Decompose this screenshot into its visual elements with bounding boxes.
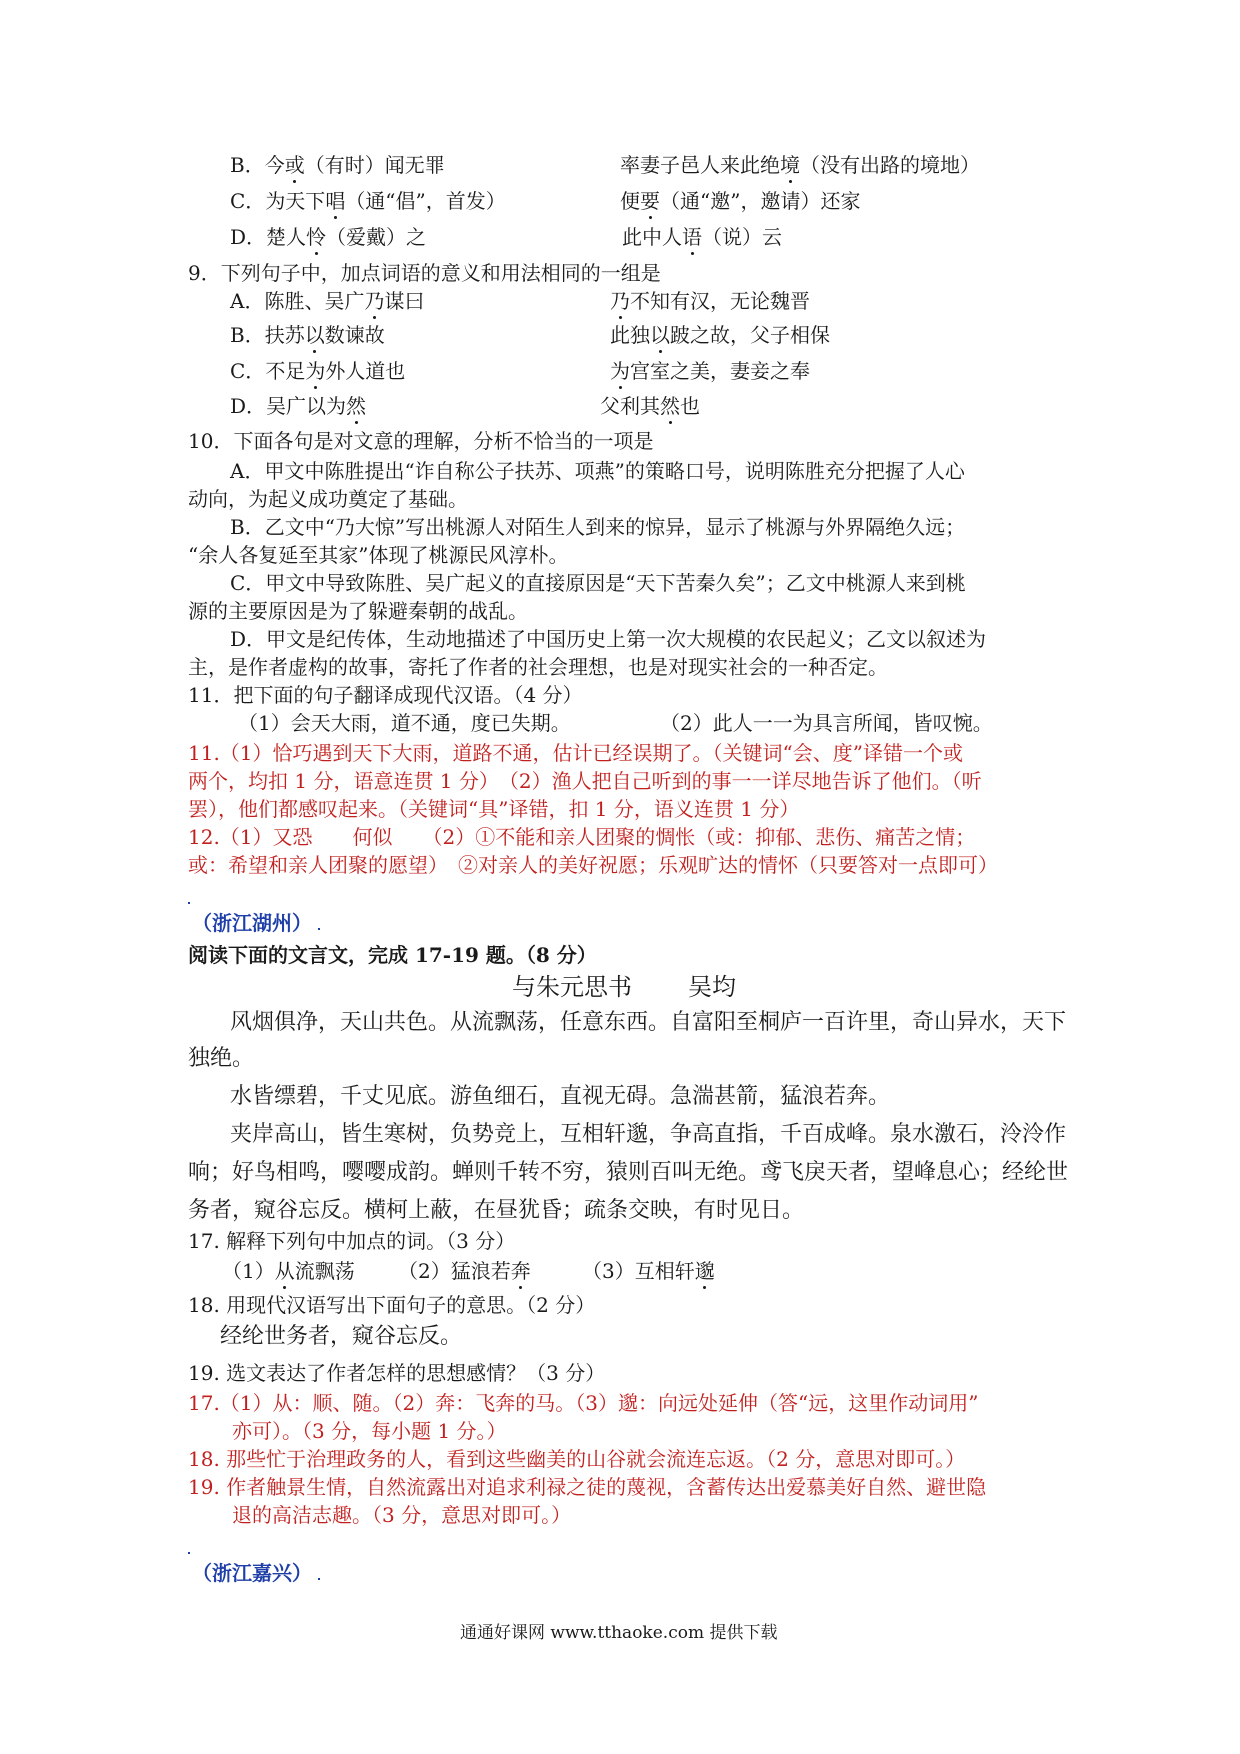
section-marker	[188, 902, 190, 904]
emphasis-dot: 境	[780, 153, 800, 177]
emphasis-dot: 唱	[325, 189, 346, 213]
passage-line: 夹岸高山，皆生寒树，负势竞上，互相轩邈，争高直指，千百成峰。泉水激石，泠泠作	[230, 1122, 1067, 1147]
emphasis-dot: 为	[305, 359, 326, 383]
q10-line: C．甲文中导致陈胜、吴广起义的直接原因是“天下苦秦久矣”；乙文中桃源人来到桃	[230, 571, 966, 595]
answer-line: 11.（1）恰巧遇到天下大雨，道路不通，估计已经误期了。（关键词“会、度”译错一个或	[188, 741, 963, 765]
answer-line: 亦可）。（3 分，每小题 1 分。）	[232, 1419, 507, 1443]
page-footer: 通通好课网 www.tthaoke.com 提供下载	[460, 1623, 778, 1643]
emphasis-dot: 语	[682, 225, 702, 249]
section-title-jiaxing: （浙江嘉兴）	[192, 1561, 312, 1585]
q10-line: “余人各复延至其家”体现了桃源民风淳朴。	[188, 543, 569, 567]
answer-line: 罢），他们都感叹起来。（关键词“具”译错，扣 1 分，语义连贯 1 分）	[188, 797, 800, 821]
emphasis-dot: 以	[650, 323, 670, 347]
q9-option-d-right: 父利其然也	[600, 394, 700, 418]
q9-option-b-right: 此独以跛之故，父子相保	[610, 323, 830, 347]
emphasis-dot: 邈	[694, 1259, 715, 1283]
q11-sentence-2: （2）此人一一为具言所闻，皆叹惋。	[660, 711, 993, 735]
section-marker	[188, 1552, 190, 1554]
answer-line: 19. 作者触景生情，自然流露出对追求利禄之徒的蔑视，含蓄传达出爱慕美好自然、避世隐	[188, 1475, 987, 1499]
section-marker	[318, 928, 320, 930]
answer-line: 18. 那些忙于治理政务的人，看到这些幽美的山谷就会流连忘返。（2 分，意思对即可。）	[188, 1447, 966, 1471]
answer-line: 两个，均扣 1 分，语意连贯 1 分） （2）渔人把自己听到的事一一详尽地告诉了他们。（听	[188, 769, 982, 793]
emphasis-dot: 奔	[510, 1259, 531, 1283]
q9-option-c: C．不足为外人道也	[230, 359, 406, 383]
q19-stem: 19. 选文表达了作者怎样的思想感情？（3 分）	[188, 1361, 606, 1385]
q8-option-d-right: 此中人语（说）云	[622, 225, 782, 249]
section-title-huzhou: （浙江湖州）	[192, 911, 312, 935]
emphasis-dot: 从	[274, 1259, 295, 1283]
passage-line: 响；好鸟相鸣，嘤嘤成韵。蝉则千转不穷，猿则百叫无绝。鸢飞戾天者，望峰息心；经纶世	[188, 1160, 1069, 1185]
q10-line: D．甲文是纪传体，生动地描述了中国历史上第一次大规模的农民起义；乙文以叙述为	[230, 627, 987, 651]
q9-option-d: D．吴广以为然	[230, 394, 367, 418]
q8-option-b-right: 率妻子邑人来此绝境（没有出路的境地）	[620, 153, 980, 177]
q10-line: B．乙文中“乃大惊”写出桃源人对陌生人到来的惊异，显示了桃源与外界隔绝久远；	[230, 515, 966, 539]
passage-title: 与朱元思书 吴均	[512, 973, 736, 1001]
q10-line: 源的主要原因是为了躲避秦朝的战乱。	[188, 599, 528, 623]
passage-line: 独绝。	[188, 1046, 255, 1071]
emphasis-dot: 以	[304, 323, 325, 347]
q18-sentence: 经纶世务者，窥谷忘反。	[220, 1324, 463, 1349]
emphasis-dot: 怜	[306, 225, 327, 249]
q18-stem: 18. 用现代汉语写出下面句子的意思。（2 分）	[188, 1293, 596, 1317]
q9-stem: 9．下列句子中，加点词语的意义和用法相同的一组是	[188, 261, 661, 285]
q8-option-c: C．为天下唱（通“倡”，首发）	[230, 189, 506, 213]
q11-sentence-1: （1）会天大雨，道不通，度已失期。	[238, 711, 571, 735]
answer-line: 或：希望和亲人团聚的愿望） ②对亲人的美好祝愿；乐观旷达的情怀（只要答对一点即可）	[188, 853, 998, 877]
q8-option-b: B．今或（有时）闻无罪	[230, 153, 445, 177]
q9-option-b: B．扶苏以数谏故	[230, 323, 385, 347]
q9-option-a: A．陈胜、吴广乃谋曰	[230, 289, 425, 313]
q17-item-1: （1）从流飘荡	[222, 1259, 355, 1283]
section-marker	[318, 1578, 320, 1580]
q10-line: 动向，为起义成功奠定了基础。	[188, 487, 468, 511]
emphasis-dot: 然	[346, 394, 367, 418]
passage-line: 水皆缥碧，千丈见底。游鱼细石，直视无碍。急湍甚箭，猛浪若奔。	[230, 1084, 891, 1109]
emphasis-dot: 然	[660, 394, 680, 418]
q9-option-a-right: 乃不知有汉，无论魏晋	[610, 289, 810, 313]
answer-line: 退的高洁志趣。（3 分，意思对即可。）	[232, 1503, 572, 1527]
q10-line: 主，是作者虚构的故事，寄托了作者的社会理想，也是对现实社会的一种否定。	[188, 655, 888, 679]
q10-stem: 10．下面各句是对文意的理解，分析不恰当的一项是	[188, 429, 654, 453]
emphasis-dot: 为	[610, 359, 630, 383]
q17-item-2: （2）猛浪若奔	[398, 1259, 531, 1283]
q17-stem: 17. 解释下列句中加点的词。（3 分）	[188, 1229, 516, 1253]
q11-stem: 11．把下面的句子翻译成现代汉语。（4 分）	[188, 683, 583, 707]
q8-option-c-right: 便要（通“邀”，邀请）还家	[620, 189, 861, 213]
emphasis-dot: 或	[284, 153, 305, 177]
passage-line: 务者，窥谷忘反。横柯上蔽，在昼犹昏；疏条交映，有时见日。	[188, 1198, 805, 1223]
q9-option-c-right: 为宫室之美，妻妾之奉	[610, 359, 810, 383]
emphasis-dot: 乃	[364, 289, 385, 313]
reading-instruction: 阅读下面的文言文，完成 17-19 题。（8 分）	[188, 943, 597, 967]
emphasis-dot: 要	[640, 189, 660, 213]
emphasis-dot: 乃	[610, 289, 630, 313]
answer-line: 12.（1）又恐 何似 （2）①不能和亲人团聚的惆怅（或：抑郁、悲伤、痛苦之情；	[188, 825, 976, 849]
q10-line: A．甲文中陈胜提出“诈自称公子扶苏、项燕”的策略口号，说明陈胜充分把握了人心	[230, 459, 965, 483]
q8-option-d: D．楚人怜（爱戴）之	[230, 225, 427, 249]
q17-item-3: （3）互相轩邈	[582, 1259, 715, 1283]
answer-line: 17.（1）从：顺、随。（2）奔：飞奔的马。（3）邈：向远处延伸（答“远，这里作动词用”	[188, 1391, 979, 1415]
passage-line: 风烟俱净，天山共色。从流飘荡，任意东西。自富阳至桐庐一百许里，奇山异水，天下	[230, 1010, 1067, 1035]
